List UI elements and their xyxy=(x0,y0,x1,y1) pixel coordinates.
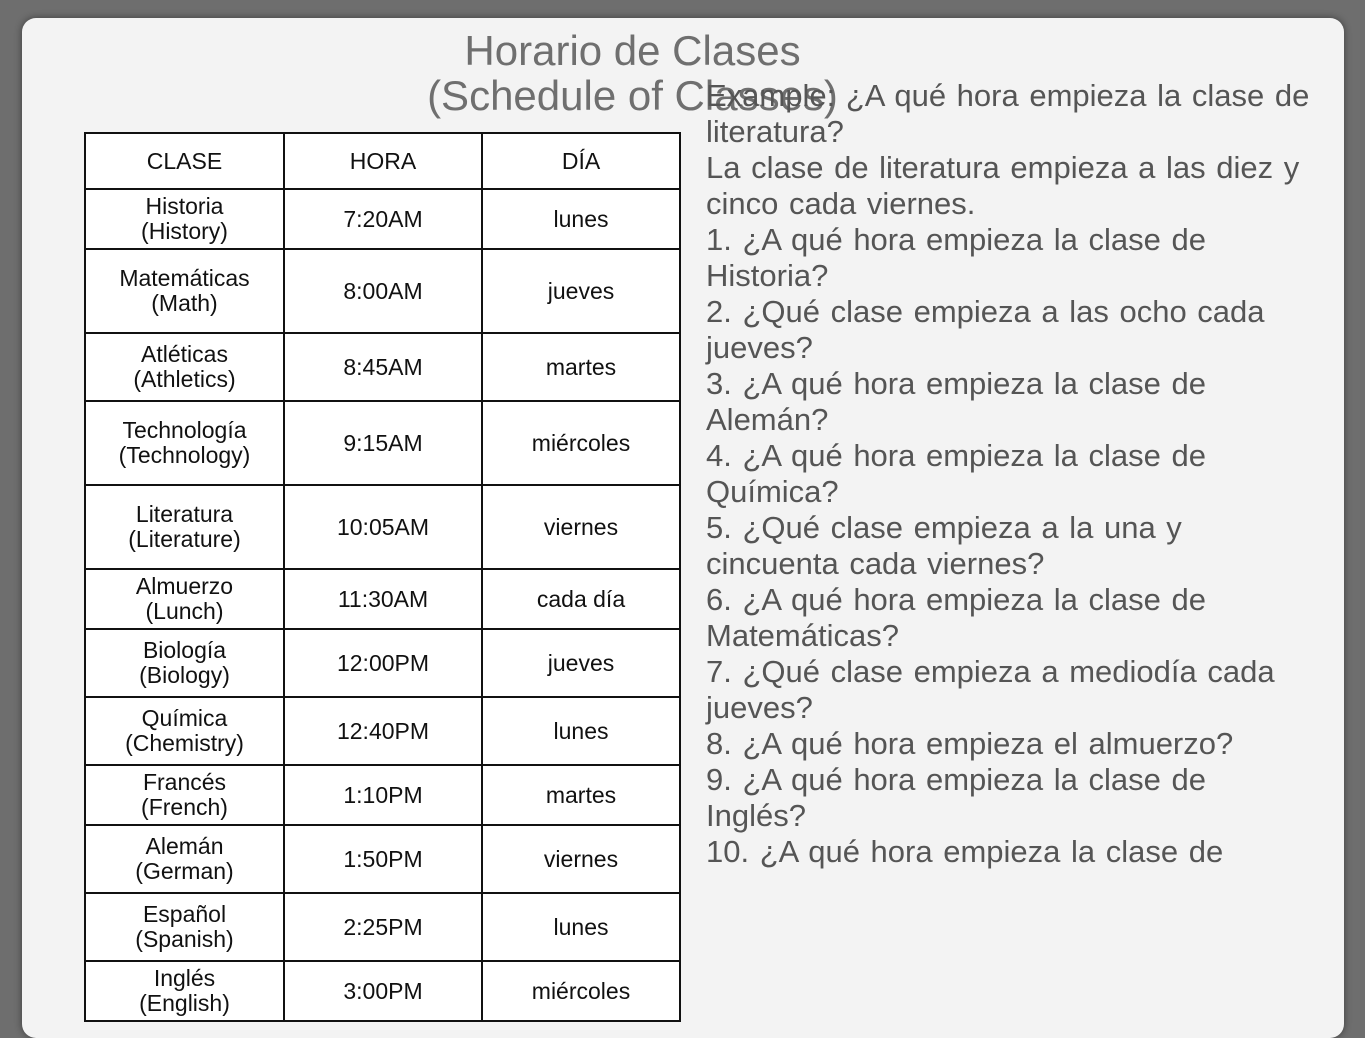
cell-dia: jueves xyxy=(482,629,680,697)
question-line: La clase de literatura empieza a las diez y cinco cada viernes. xyxy=(706,150,1300,221)
cell-dia: cada día xyxy=(482,569,680,629)
table-row xyxy=(85,333,680,401)
class-name-en: (Chemistry) xyxy=(125,730,244,756)
class-name-en: (Biology) xyxy=(139,662,230,688)
table-row xyxy=(85,485,680,569)
cell-dia: viernes xyxy=(482,825,680,893)
cell-clase xyxy=(85,697,284,765)
question-line: 7. ¿Qué clase empieza a mediodía cada xyxy=(706,654,1275,689)
cell-clase xyxy=(85,401,284,485)
cell-hora: 10:05AM xyxy=(284,485,482,569)
class-name-en: (Spanish) xyxy=(135,926,234,952)
page-title: Horario de Clases xyxy=(464,27,801,74)
cell-clase xyxy=(85,333,284,401)
question-line: 10. ¿A qué hora empieza la clase de xyxy=(706,834,1224,869)
class-name-en: (French) xyxy=(141,794,228,820)
cell-clase xyxy=(85,765,284,825)
cell-hora: 11:30AM xyxy=(284,569,482,629)
cell-hora: 3:00PM xyxy=(284,961,482,1021)
class-name-es: Francés xyxy=(142,769,227,795)
cell-clase xyxy=(85,569,284,629)
table-row xyxy=(85,189,680,249)
class-name-es: Biología xyxy=(142,637,227,663)
cell-dia: jueves xyxy=(482,249,680,333)
class-name-es: Historia xyxy=(145,193,224,219)
schedule-table xyxy=(84,132,681,1022)
class-name-es: Literatura xyxy=(135,501,234,527)
table-row xyxy=(85,249,680,333)
class-name-es: Matemáticas xyxy=(119,265,250,291)
table-row xyxy=(85,629,680,697)
table-row xyxy=(85,961,680,1021)
question-line: 5. ¿Qué clase empieza a la una y cincuenta cada viernes? xyxy=(706,510,1182,581)
class-name-en: (German) xyxy=(135,858,234,884)
cell-clase xyxy=(85,485,284,569)
class-name-en: (Technology) xyxy=(118,442,251,468)
question-line: 9. ¿A qué hora empieza la clase de Inglés? xyxy=(706,762,1206,833)
cell-hora: 7:20AM xyxy=(284,189,482,249)
question-line: jueves? xyxy=(706,330,813,365)
page-subtitle: (Schedule of Classes) xyxy=(427,72,838,119)
header-dia: DÍA xyxy=(482,133,680,189)
cell-dia: martes xyxy=(482,765,680,825)
cell-dia: miércoles xyxy=(482,401,680,485)
class-name-es: Español xyxy=(142,901,227,927)
cell-clase xyxy=(85,825,284,893)
cell-clase xyxy=(85,189,284,249)
cell-dia: lunes xyxy=(482,893,680,961)
class-name-en: (Math) xyxy=(151,290,218,316)
question-line: Example: ¿A qué hora empieza la clase de xyxy=(706,78,1310,113)
cell-dia: lunes xyxy=(482,189,680,249)
question-line: jueves? xyxy=(706,690,813,725)
cell-hora: 8:00AM xyxy=(284,249,482,333)
question-line: 3. ¿A qué hora empieza la clase de Alemán? xyxy=(706,366,1206,437)
table-row xyxy=(85,401,680,485)
question-line: 1. ¿A qué hora empieza la clase de Historia? xyxy=(706,222,1206,293)
cell-dia: lunes xyxy=(482,697,680,765)
cell-dia: miércoles xyxy=(482,961,680,1021)
class-name-es: Inglés xyxy=(153,965,216,991)
table-header-row xyxy=(85,133,680,189)
class-name-es: Alemán xyxy=(145,833,224,859)
cell-hora: 1:50PM xyxy=(284,825,482,893)
table-row xyxy=(85,893,680,961)
class-name-es: Química xyxy=(141,705,228,731)
header-clase: CLASE xyxy=(85,133,284,189)
cell-clase xyxy=(85,961,284,1021)
table-row xyxy=(85,825,680,893)
questions-text xyxy=(706,78,1316,870)
cell-clase xyxy=(85,893,284,961)
cell-hora: 12:40PM xyxy=(284,697,482,765)
cell-clase xyxy=(85,249,284,333)
cell-hora: 2:25PM xyxy=(284,893,482,961)
table-row xyxy=(85,697,680,765)
class-name-en: (English) xyxy=(139,990,230,1016)
cell-hora: 1:10PM xyxy=(284,765,482,825)
class-name-en: (Athletics) xyxy=(133,366,236,392)
table-row xyxy=(85,569,680,629)
class-name-en: (Literature) xyxy=(128,526,241,552)
question-line: 8. ¿A qué hora empieza el almuerzo? xyxy=(706,726,1234,761)
cell-hora: 8:45AM xyxy=(284,333,482,401)
class-name-en: (Lunch) xyxy=(145,598,224,624)
class-name-es: Atléticas xyxy=(141,341,228,367)
cell-hora: 9:15AM xyxy=(284,401,482,485)
question-line: 2. ¿Qué clase empieza a las ocho cada xyxy=(706,294,1265,329)
question-line: literatura? xyxy=(706,114,844,149)
question-line: 4. ¿A qué hora empieza la clase de Química? xyxy=(706,438,1206,509)
cell-clase xyxy=(85,629,284,697)
class-name-en: (History) xyxy=(141,218,228,244)
class-name-es: Almuerzo xyxy=(135,573,234,599)
cell-dia: viernes xyxy=(482,485,680,569)
question-line: 6. ¿A qué hora empieza la clase de Matemáticas? xyxy=(706,582,1206,653)
class-name-es: Technología xyxy=(122,417,247,443)
header-hora: HORA xyxy=(284,133,482,189)
cell-hora: 12:00PM xyxy=(284,629,482,697)
cell-dia: martes xyxy=(482,333,680,401)
table-row xyxy=(85,765,680,825)
